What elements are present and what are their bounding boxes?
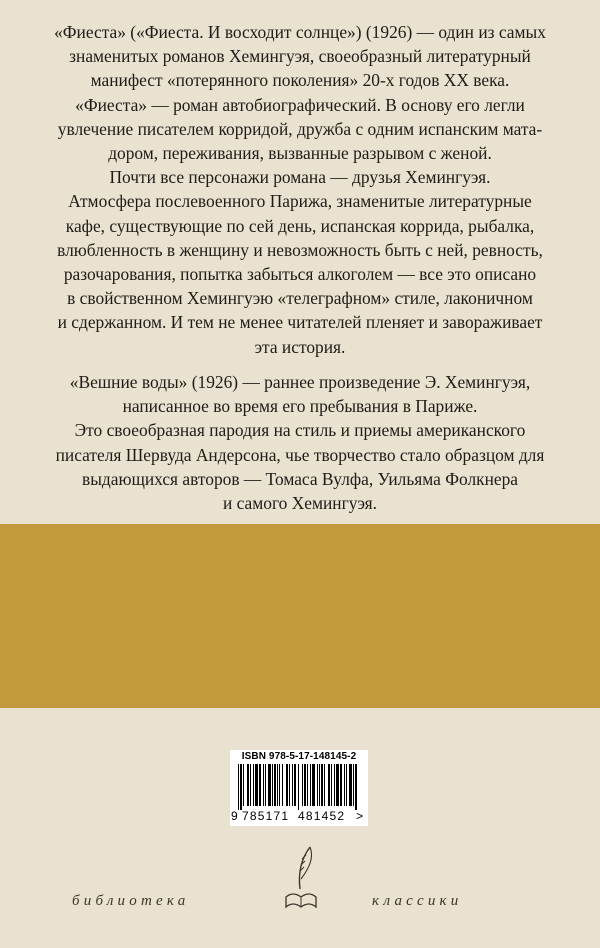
text-line: эта история. — [254, 336, 346, 357]
barcode-quiet-mark: > — [356, 809, 364, 823]
text-line: дором, переживания, вызванные разрывом с женой. — [108, 143, 492, 164]
series-word-right: классики — [372, 893, 463, 909]
series-word-left: библиотека — [72, 893, 190, 909]
text-line: Почти все персонажи романа — друзья Хемингуэя. — [109, 167, 491, 188]
text-line: писателя Шервуда Андерсона, чье творчество стало образцом для — [55, 444, 545, 465]
text-line: выдающихся авторов — Томаса Вулфа, Уильяма Фолкнера — [81, 468, 519, 489]
open-book-with-quill-icon — [284, 845, 318, 915]
isbn-label: ISBN 978-5-17-148145-2 — [241, 751, 357, 762]
text-line: кафе, существующие по сей день, испанская коррида, рыбалка, — [65, 215, 535, 236]
barcode-digits-left: 785171 — [242, 809, 290, 823]
text-line: увлечение писателем корридой, дружба с одним испанским мата- — [57, 118, 543, 139]
text-line: «Фиеста» — роман автобиографический. В основу его легли — [75, 94, 525, 115]
text-line: Это своеобразная пародия на стиль и приемы американского — [74, 420, 526, 441]
text-line: и сдержанном. И тем не менее читателей пленяет и завораживает — [57, 312, 543, 333]
barcode-digits-right: 481452 — [298, 809, 346, 823]
text-line: и самого Хемингуэя. — [222, 493, 378, 514]
text-line: Атмосфера послевоенного Парижа, знаменитые литературные — [68, 191, 532, 212]
series-mark — [0, 875, 600, 925]
barcode — [230, 750, 368, 826]
text-line: написанное во время его пребывания в Париже. — [122, 396, 478, 417]
barcode-digit-first: 9 — [231, 809, 238, 823]
text-line: разочарования, попытка забыться алкоголем — все это описано — [63, 264, 537, 285]
text-line: «Фиеста» («Фиеста. И восходит солнце») (1926) — один из самых — [54, 22, 546, 42]
description-fiesta — [30, 20, 570, 359]
text-line: манифест «потерянного поколения» 20-х годов XX века. — [90, 70, 510, 91]
barcode-bars — [238, 764, 360, 810]
text-line: «Вешние воды» (1926) — раннее произведение Э. Хемингуэя, — [69, 372, 531, 392]
ochre-band — [0, 524, 600, 708]
description-spring-torrents — [30, 370, 570, 515]
text-line: в свойственном Хемингуэю «телеграфном» стиле, лаконичном — [67, 288, 533, 309]
text-line: влюбленность в женщину и невозможность быть с ней, ревность, — [57, 239, 543, 260]
text-line: знаменитых романов Хемингуэя, своеобразный литературный — [69, 46, 531, 67]
